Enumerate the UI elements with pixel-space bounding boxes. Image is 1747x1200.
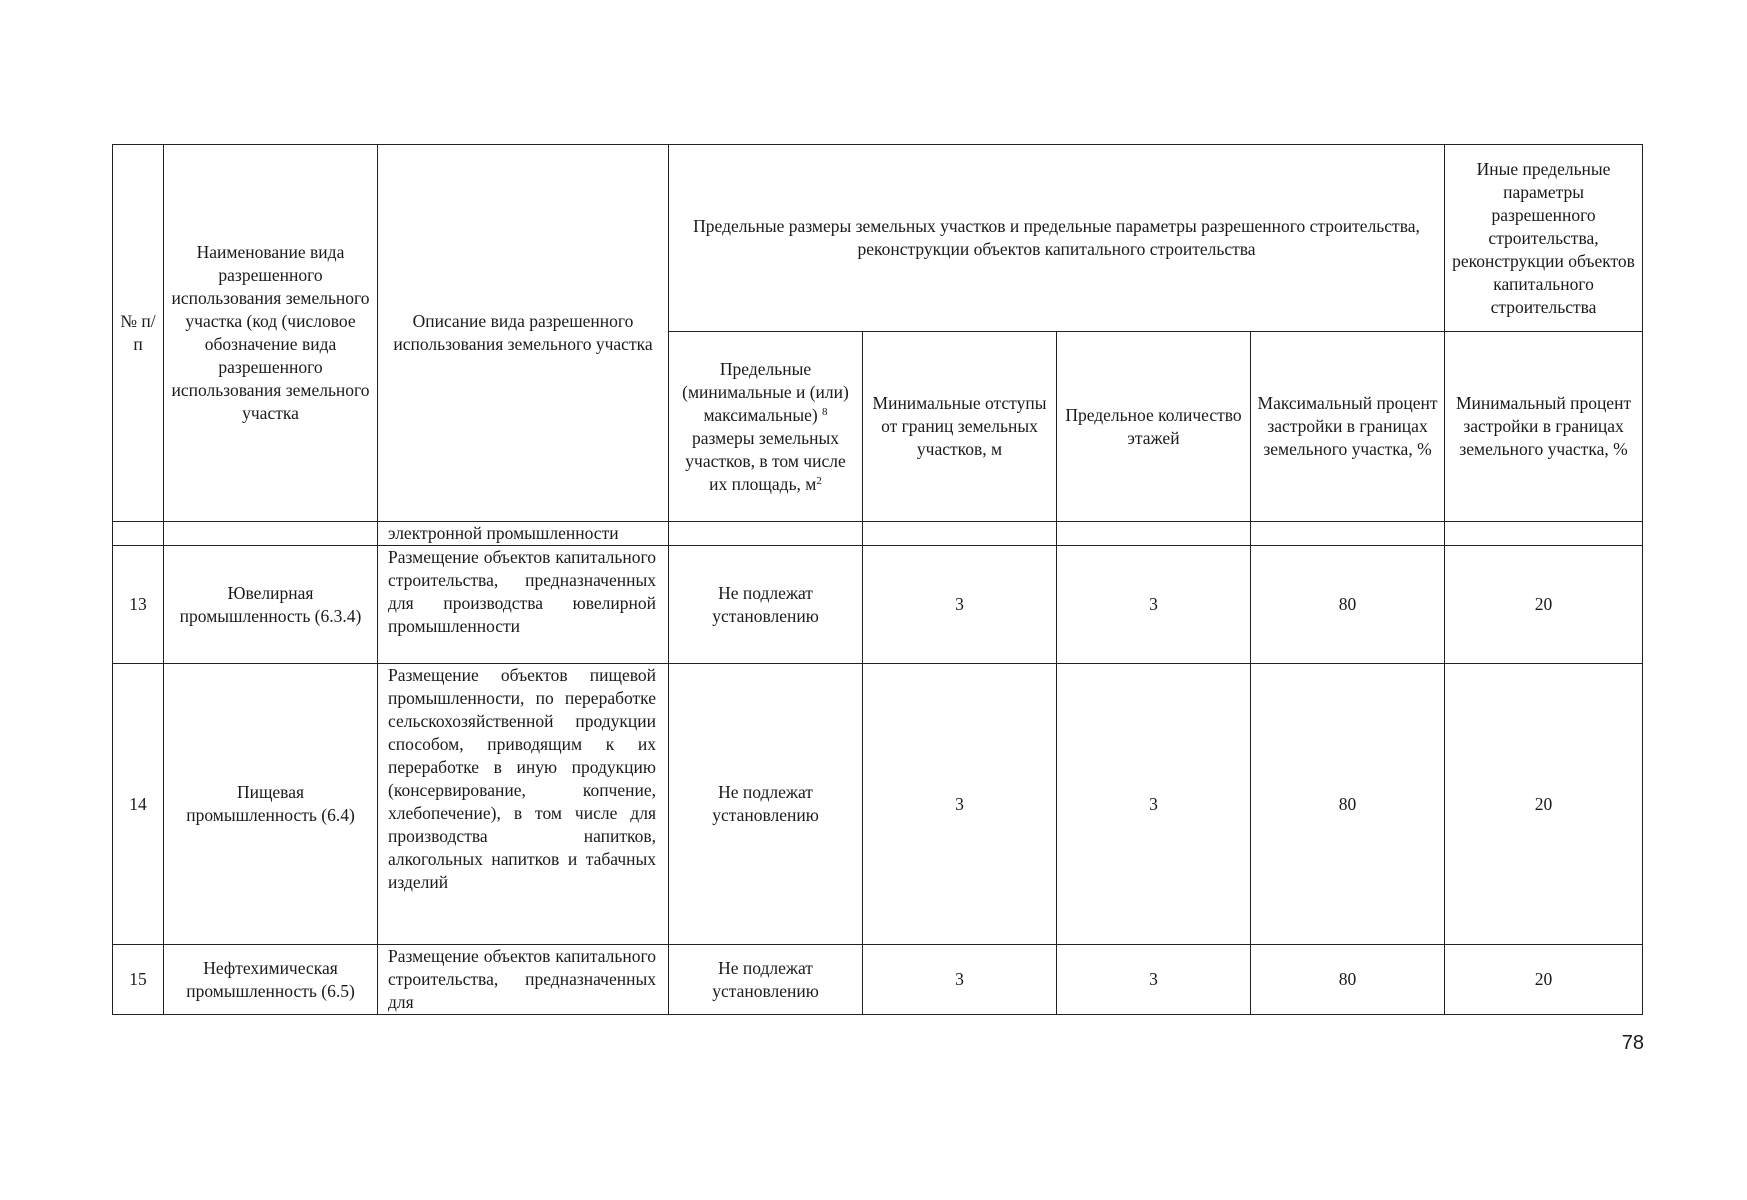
row-plot-size: Не подлежат установлению [669,945,863,1015]
row-plot-size: Не подлежат установлению [669,546,863,664]
header-other-params: Иные предельные параметры разрешенного строительства, реконструкции объектов капитального строительства [1445,145,1643,332]
row-min-coverage: 20 [1445,546,1643,664]
header-plot-size [669,332,863,522]
continuation-row [113,522,1643,546]
row-plot-size: Не подлежат установлению [669,664,863,945]
row-num: 15 [113,945,164,1015]
header-floors: Предельное количество этажей [1057,332,1251,522]
row-max-coverage: 80 [1251,546,1445,664]
footnote-marker: 8 [822,405,828,418]
row-setbacks: 3 [863,945,1057,1015]
header-plot-size-text: Предельные (минимальные и (или) максимальные) [682,358,849,425]
header-description: Описание вида разрешенного использования земельного участка [378,145,669,522]
continuation-plot-size [669,522,863,546]
header-min-coverage: Минимальный процент застройки в границах земельного участка, % [1445,332,1643,522]
continuation-setbacks [863,522,1057,546]
row-setbacks: 3 [863,664,1057,945]
row-min-coverage: 20 [1445,945,1643,1015]
continuation-num [113,522,164,546]
continuation-name [164,522,378,546]
header-row-1 [113,145,1643,332]
row-num: 13 [113,546,164,664]
page-number: 78 [1621,1032,1644,1054]
continuation-description: электронной промышленности [378,522,669,546]
row-max-coverage: 80 [1251,945,1445,1015]
header-limits-group: Предельные размеры земельных участков и предельные параметры разрешенного строительства, реконструкции объектов капитального строительства [669,145,1445,332]
row-description: Размещение объектов пищевой промышленности, по переработке сельскохозяйственной продукции способом, приводящим к их переработке в иную продукцию (консервирование, копчение, хлебопечение), в том числе для производства напитков, алкогольных напитков и табачных изделий [378,664,669,945]
header-num: № п/п [113,145,164,522]
header-max-coverage: Максимальный процент застройки в границах земельного участка, % [1251,332,1445,522]
row-floors: 3 [1057,664,1251,945]
row-description: Размещение объектов капитального строительства, предназначенных для [378,945,669,1015]
row-floors: 3 [1057,945,1251,1015]
unit-superscript: 2 [816,474,822,487]
row-name: Нефтехимическая промышленность (6.5) [164,945,378,1015]
row-floors: 3 [1057,546,1251,664]
header-name: Наименование вида разрешенного использования земельного участка (код (числовое обозначение вида разрешенного использования земельного участка [164,145,378,522]
land-use-parameters-table [112,144,1643,1015]
row-setbacks: 3 [863,546,1057,664]
row-max-coverage: 80 [1251,664,1445,945]
header-setbacks: Минимальные отступы от границ земельных участков, м [863,332,1057,522]
row-name: Пищевая промышленность (6.4) [164,664,378,945]
table-row [113,664,1643,945]
continuation-min-coverage [1445,522,1643,546]
continuation-max-coverage [1251,522,1445,546]
row-min-coverage: 20 [1445,664,1643,945]
table-row [113,945,1643,1015]
row-name: Ювелирная промышленность (6.3.4) [164,546,378,664]
continuation-floors [1057,522,1251,546]
row-num: 14 [113,664,164,945]
header-plot-size-cont: размеры земельных участков, в том числе их площадь, м [685,427,846,494]
row-description: Размещение объектов капитального строительства, предназначенных для производства ювелирной промышленности [378,546,669,664]
table-row [113,546,1643,664]
